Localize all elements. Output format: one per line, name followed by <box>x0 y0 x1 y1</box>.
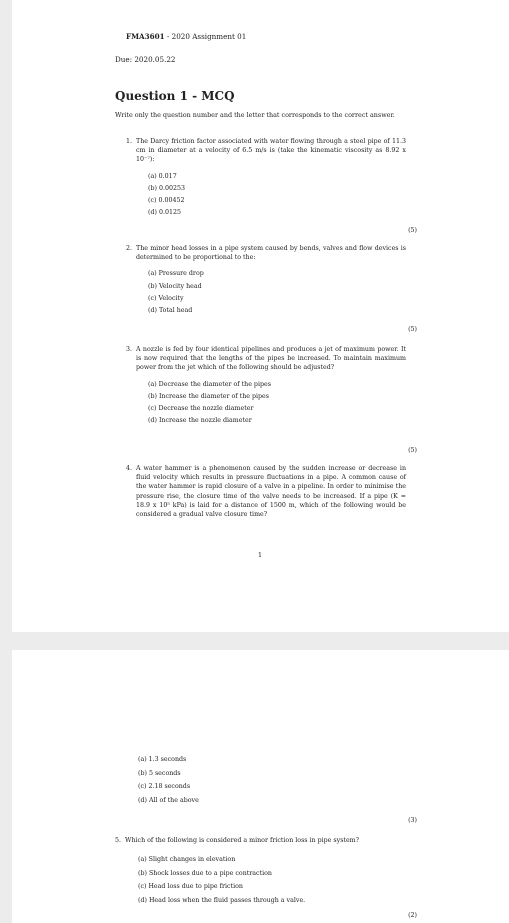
option-c: (c) Head loss due to pipe friction <box>138 883 243 891</box>
marks-q1: (5) <box>408 227 417 234</box>
option-c: (c) 0.00452 <box>148 197 185 205</box>
option-b: (b) 5 seconds <box>138 769 181 777</box>
option-a: (a) Slight changes in elevation <box>138 856 236 863</box>
page-header <box>126 32 246 41</box>
due-date: Due: 2020.05.22 <box>115 55 176 64</box>
question-number: 1. <box>126 138 133 145</box>
options-list <box>148 268 406 317</box>
marks-q5: (2) <box>408 912 417 919</box>
question-5 <box>115 836 395 845</box>
question-stem: The minor head losses in a pipe system caused by bends, valves and flow devices is determined to be proportional to the: <box>136 245 406 262</box>
document-page-1 <box>12 0 509 632</box>
question-4 <box>126 464 406 519</box>
question-number: 4. <box>126 465 133 472</box>
question-number: 2. <box>126 245 133 252</box>
question-3 <box>126 345 406 427</box>
option-a: (a) Decrease the diameter of the pipes <box>148 380 271 388</box>
option-b: (b) Shock losses due to a pipe contraction <box>138 869 272 877</box>
option-d: (d) Increase the nozzle diameter <box>148 417 252 425</box>
question-1 <box>126 137 406 219</box>
question-5-options <box>138 853 305 907</box>
question-number: 3. <box>126 346 133 353</box>
marks-q3: (5) <box>408 447 417 454</box>
question-stem: A nozzle is fed by four identical pipelines and produces a jet of maximum power. It is now required that the lengths of the pipes be increased. To maintain maximum power from the jet which of the following should be adjusted? <box>136 346 406 372</box>
marks-q4: (3) <box>408 817 417 824</box>
assignment-title: - 2020 Assignment 01 <box>164 32 247 41</box>
option-d: (d) All of the above <box>138 796 199 804</box>
option-c: (c) Decrease the nozzle diameter <box>148 405 254 413</box>
question-stem: Which of the following is considered a minor friction loss in pipe system? <box>125 837 360 844</box>
options-list <box>148 171 406 220</box>
option-a: (a) Pressure drop <box>148 270 204 278</box>
question-2 <box>126 244 406 317</box>
document-page-2 <box>12 650 509 923</box>
marks-q2: (5) <box>408 326 417 333</box>
option-a: (a) 0.017 <box>148 172 177 180</box>
question-4-options <box>138 753 199 807</box>
question-stem: The Darcy friction factor associated with water flowing through a steel pipe of 11.3 cm in diameter at a velocity of 6.5 m/s is (take the kinematic viscosity as 8.92 x 10⁻⁷): <box>136 138 406 164</box>
course-code: FMA3601 <box>126 32 165 41</box>
option-c: (c) 2.18 seconds <box>138 783 191 791</box>
option-b: (b) Increase the diameter of the pipes <box>148 392 270 400</box>
option-a: (a) 1.3 seconds <box>138 756 187 763</box>
page-number: 1 <box>258 552 263 559</box>
option-b: (b) Velocity head <box>148 282 202 290</box>
question-number: 5. <box>115 837 122 844</box>
option-d: (d) 0.0125 <box>148 209 181 217</box>
question-stem: A water hammer is a phenomenon caused by the sudden increase or decrease in fluid velocity which results in pressure fluctuations in a pipe. A common cause of the water hammer is rapid closure of a valve in a pipeline. In order to minimise the pressure rise, the closure time of the valve needs to be increased. If a pipe (K = 18.9 x 10⁵ kPa) is laid for a distance of 1500 m, which of the following would be considered a gradual valve closure time? <box>136 465 406 519</box>
option-d: (d) Head loss when the fluid passes through a valve. <box>138 896 306 904</box>
option-c: (c) Velocity <box>148 294 184 302</box>
question-title: Question 1 - MCQ <box>115 89 235 103</box>
instructions: Write only the question number and the letter that corresponds to the correct answer. <box>115 111 395 119</box>
option-b: (b) 0.00253 <box>148 184 185 192</box>
option-d: (d) Total head <box>148 307 193 315</box>
options-list <box>148 379 406 428</box>
